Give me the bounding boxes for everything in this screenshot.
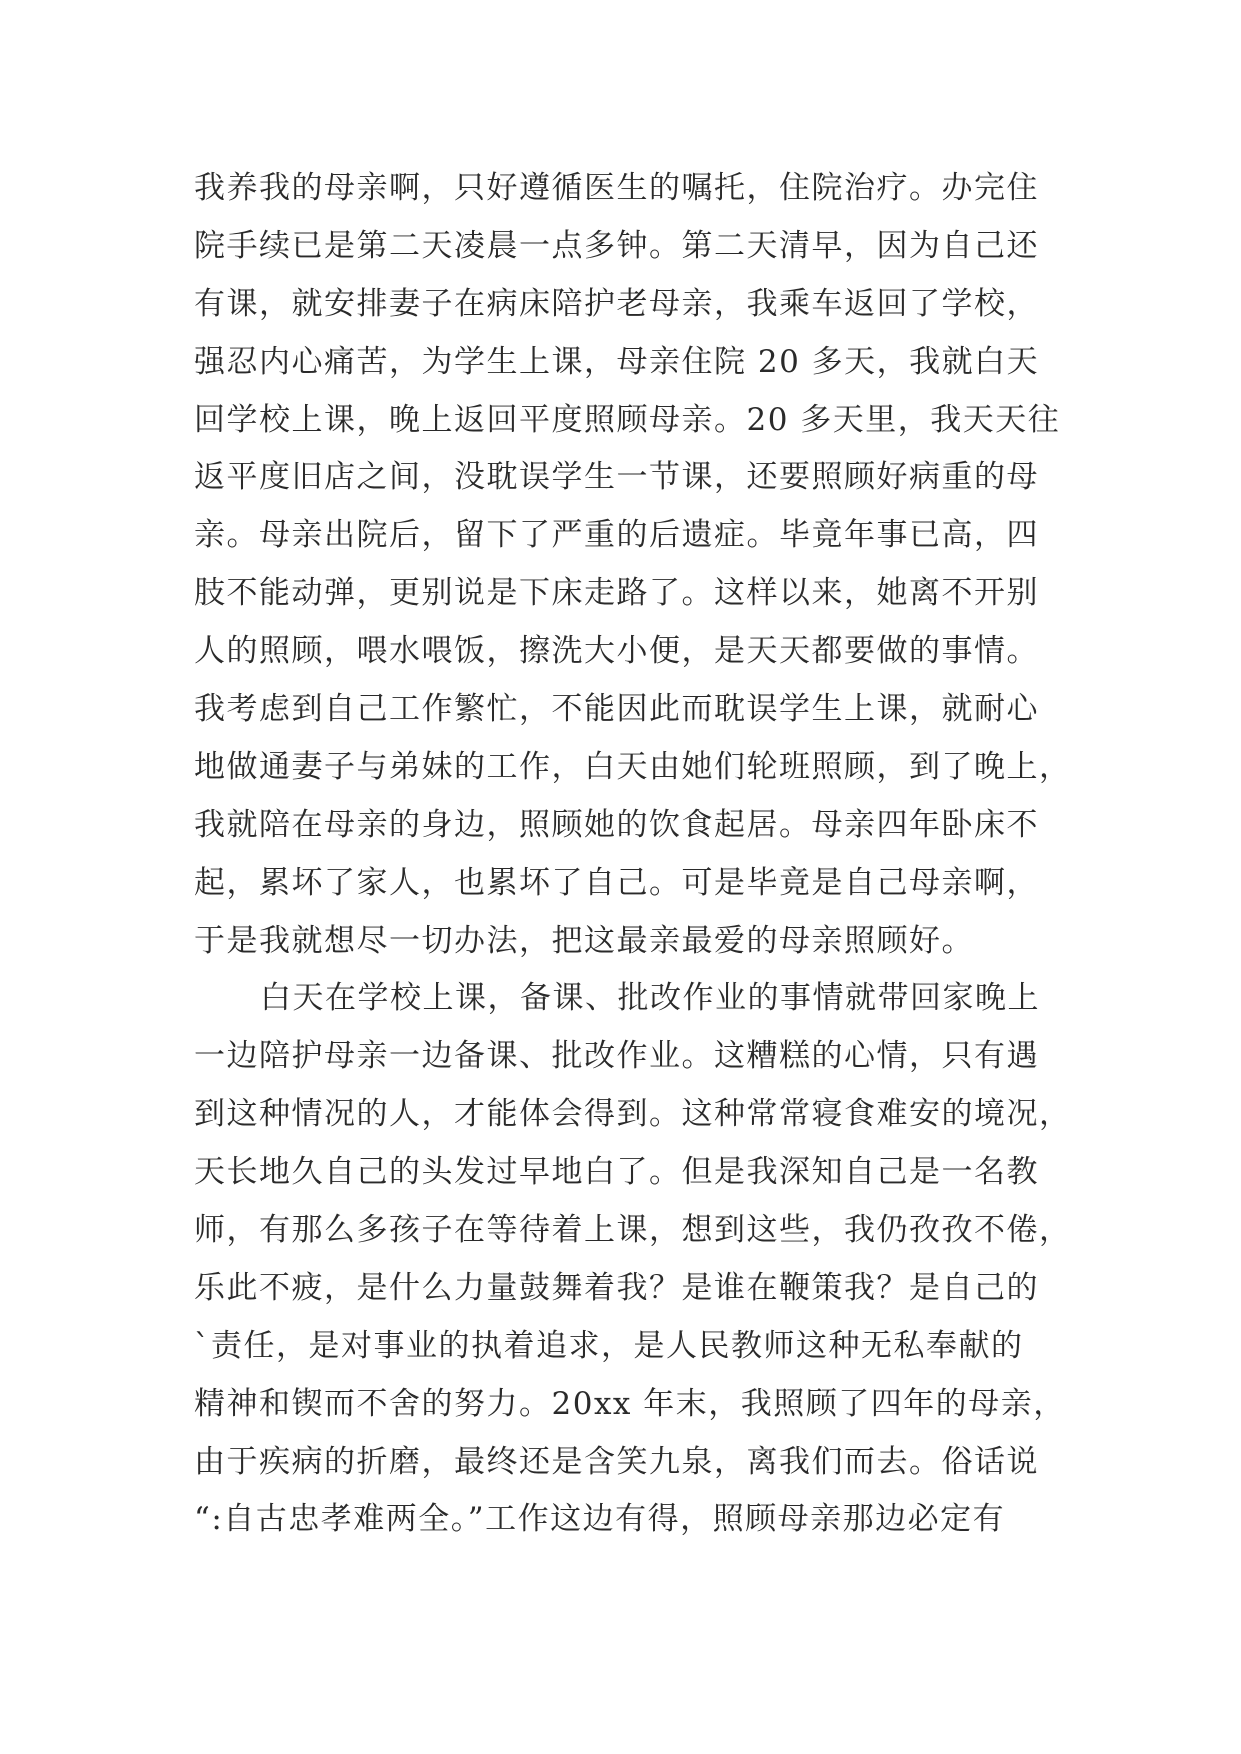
text-line: 人的照顾，喂水喂饭，擦洗大小便，是天天都要做的事情。 (194, 633, 1039, 670)
text-line: 亲。母亲出院后，留下了严重的后遗症。毕竟年事已高，四 (194, 517, 1039, 554)
text-line: 回学校上课，晚上返回平度照顾母亲。20 多天里，我天天往 (194, 401, 1061, 438)
text-line: `责任，是对事业的执着追求，是人民教师这种无私奉献的 (194, 1327, 1024, 1364)
text-line: 于是我就想尽一切办法，把这最亲最爱的母亲照顾好。 (194, 922, 974, 959)
text-line: 肢不能动弹，更别说是下床走路了。这样以来，她离不开别 (194, 575, 1039, 612)
text-line: 返平度旧店之间，没耽误学生一节课，还要照顾好病重的母 (194, 459, 1039, 496)
text-line: 强忍内心痛苦，为学生上课，母亲住院 20 多天，我就白天 (194, 343, 1040, 380)
text-line: 乐此不疲，是什么力量鼓舞着我？是谁在鞭策我？是自己的 (194, 1269, 1039, 1306)
text-line: “:自古忠孝难两全。”工作这边有得，照顾母亲那边必定有 (194, 1501, 1006, 1538)
text-line: 地做通妻子与弟妹的工作，白天由她们轮班照顾，到了晚上， (194, 748, 1072, 785)
text-line: 精神和锲而不舍的努力。20xx 年末，我照顾了四年的母亲， (194, 1385, 1066, 1422)
text-line: 院手续已是第二天凌晨一点多钟。第二天清早，因为自己还 (194, 227, 1039, 264)
body-text (194, 160, 1074, 1549)
text-line: 我就陪在母亲的身边，照顾她的饮食起居。母亲四年卧床不 (194, 806, 1039, 843)
text-line: 天长地久自己的头发过早地白了。但是我深知自己是一名教 (194, 1154, 1039, 1191)
text-line: 白天在学校上课，备课、批改作业的事情就带回家晚上 (260, 980, 1040, 1017)
text-line: 一边陪护母亲一边备课、批改作业。这糟糕的心情，只有遇 (194, 1038, 1039, 1075)
text-line: 有课，就安排妻子在病床陪护老母亲，我乘车返回了学校， (194, 285, 1039, 322)
text-line: 由于疾病的折磨，最终还是含笑九泉，离我们而去。俗话说 (194, 1443, 1039, 1480)
text-line: 我养我的母亲啊，只好遵循医生的嘱托，住院治疗。办完住 (194, 170, 1039, 206)
text-line: 我考虑到自己工作繁忙，不能因此而耽误学生上课，就耐心 (194, 691, 1039, 728)
text-line: 师，有那么多孩子在等待着上课，想到这些，我仍孜孜不倦， (194, 1212, 1072, 1249)
text-line: 到这种情况的人，才能体会得到。这种常常寝食难安的境况， (194, 1096, 1072, 1133)
text-line: 起，累坏了家人，也累坏了自己。可是毕竟是自己母亲啊， (194, 864, 1039, 901)
